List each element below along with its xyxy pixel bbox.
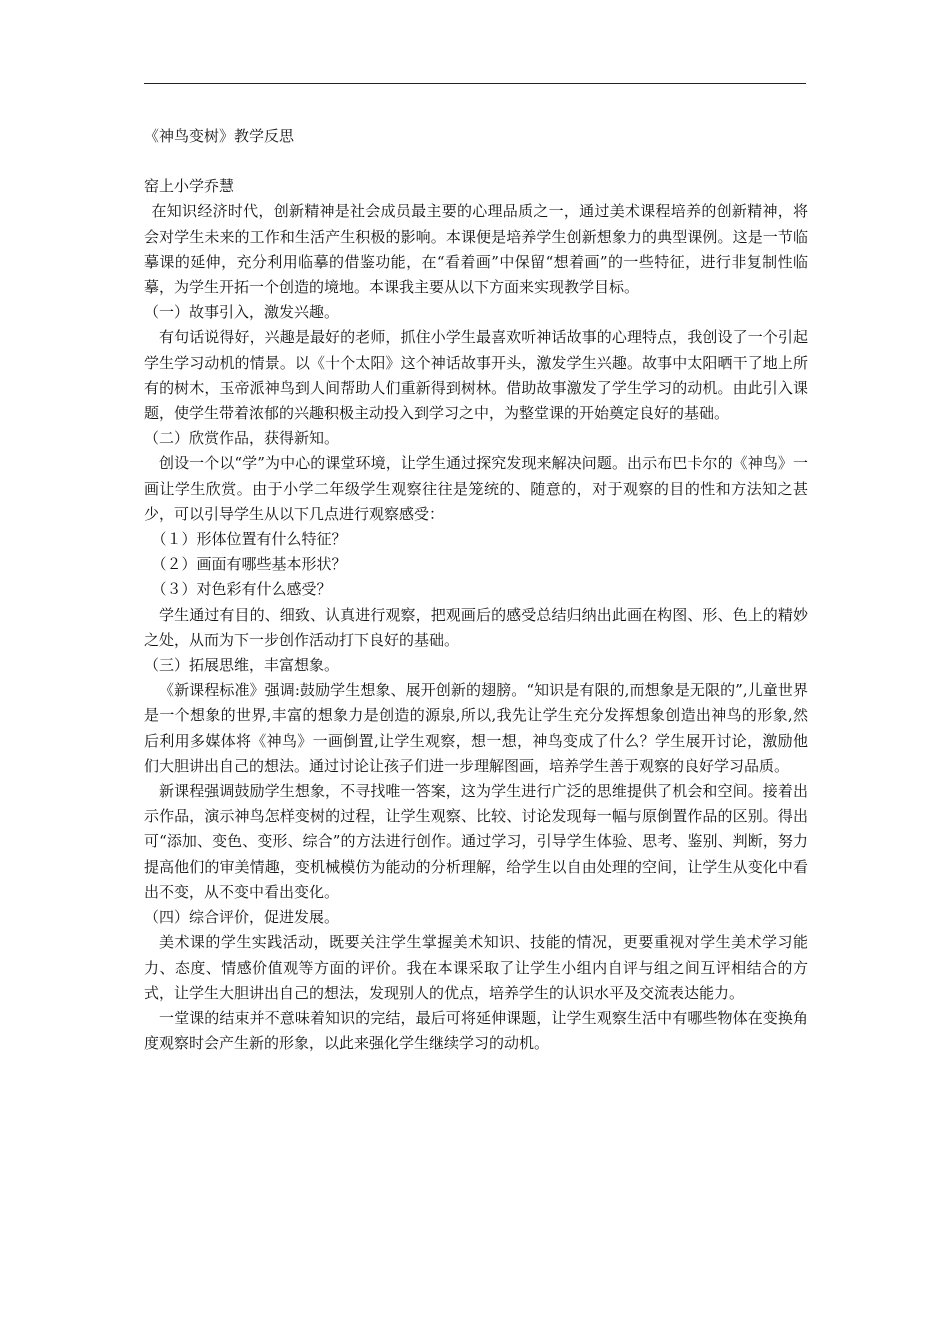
section-3-paragraph: 《新课程标准》强调:鼓励学生想象、展开创新的翅膀。“知识是有限的,而想象是无限的”,儿童世界是一个想象的世界,丰富的想象力是创造的源泉,所以,我先让学生充分发挥想象创造出神鸟的形象,然后利用多媒体将《神鸟》一画倒置,让学生观察，想一想，神鸟变成了什么？学生展开讨论，激励他们大胆讲出自己的想法。通过讨论让孩子们进一步理解图画，培养学生善于观察的良好学习品质。	[144, 681, 808, 775]
section-2-paragraph-2: 学生通过有目的、细致、认真进行观察，把观画后的感受总结归纳出此画在构图、形、色上的精妙之处，从而为下一步创作活动打下良好的基础。	[144, 605, 808, 649]
header-rule	[144, 83, 806, 84]
section-2-paragraph: 创设一个以“学”为中心的课堂环境，让学生通过探究发现来解决问题。出示布巴卡尔的《神鸟》一画让学生欣赏。由于小学二年级学生观察往往是笼统的、随意的，对于观察的目的性和方法知之甚少，可以引导学生从以下几点进行观察感受：	[144, 454, 808, 523]
question-item-1: （１）形体位置有什么特征？	[151, 530, 347, 549]
document-title: 《神鸟变树》教学反思	[144, 127, 295, 145]
section-heading-1: （一）故事引入，激发兴趣。	[144, 303, 340, 322]
author-line: 窑上小学乔慧	[144, 177, 235, 196]
section-heading-2: （二）欣赏作品，获得新知。	[144, 429, 340, 448]
section-4-paragraph: 美术课的学生实践活动，既要关注学生掌握美术知识、技能的情况，更要重视对学生美术学习能力、态度、情感价值观等方面的评价。我在本课采取了让学生小组内自评与组之间互评相结合的方式，让学生大胆讲出自己的想法，发现别人的优点，培养学生的认识水平及交流表达能力。	[144, 933, 808, 1002]
question-item-3: （３）对色彩有什么感受？	[151, 580, 332, 599]
question-item-2: （２）画面有哪些基本形状？	[151, 555, 347, 574]
closing-paragraph: 一堂课的结束并不意味着知识的完结，最后可将延伸课题，让学生观察生活中有哪些物体在变换角度观察时会产生新的形象，以此来强化学生继续学习的动机。	[144, 1008, 808, 1053]
document-body	[144, 124, 808, 1056]
section-heading-4: （四）综合评价，促进发展。	[144, 908, 340, 927]
section-1-paragraph: 有句话说得好，兴趣是最好的老师，抓住小学生最喜欢听神话故事的心理特点，我创设了一个引起学生学习动机的情景。以《十个太阳》这个神话故事开头，激发学生兴趣。故事中太阳晒干了地上所有的树木，玉帝派神鸟到人间帮助人们重新得到树林。借助故事激发了学生学习的动机。由此引入课题，使学生带着浓郁的兴趣积极主动投入到学习之中，为整堂课的开始奠定良好的基础。	[144, 328, 808, 423]
intro-paragraph: 在知识经济时代，创新精神是社会成员最主要的心理品质之一，通过美术课程培养的创新精神，将会对学生未来的工作和生活产生积极的影响。本课便是培养学生创新想象力的典型课例。这是一节临摹课的延伸，充分利用临摹的借鉴功能，在“看着画”中保留“想着画”的一些特征，进行非复制性临摹，为学生开拓一个创造的境地。本课我主要从以下方面来实现教学目标。	[144, 202, 808, 297]
section-3-paragraph-2: 新课程强调鼓励学生想象，不寻找唯一答案，这为学生进行广泛的思维提供了机会和空间。接着出示作品，演示神鸟怎样变树的过程，让学生观察、比较、讨论发现每一幅与原倒置作品的区别。得出可“添加、变色、变形、综合”的方法进行创作。通过学习，引导学生体验、思考、鉴别、判断，努力提高他们的审美情趣，变机械模仿为能动的分析理解，给学生以自由处理的空间，让学生从变化中看出不变，从不变中看出变化。	[144, 782, 808, 901]
section-heading-3: （三）拓展思维，丰富想象。	[144, 656, 340, 675]
